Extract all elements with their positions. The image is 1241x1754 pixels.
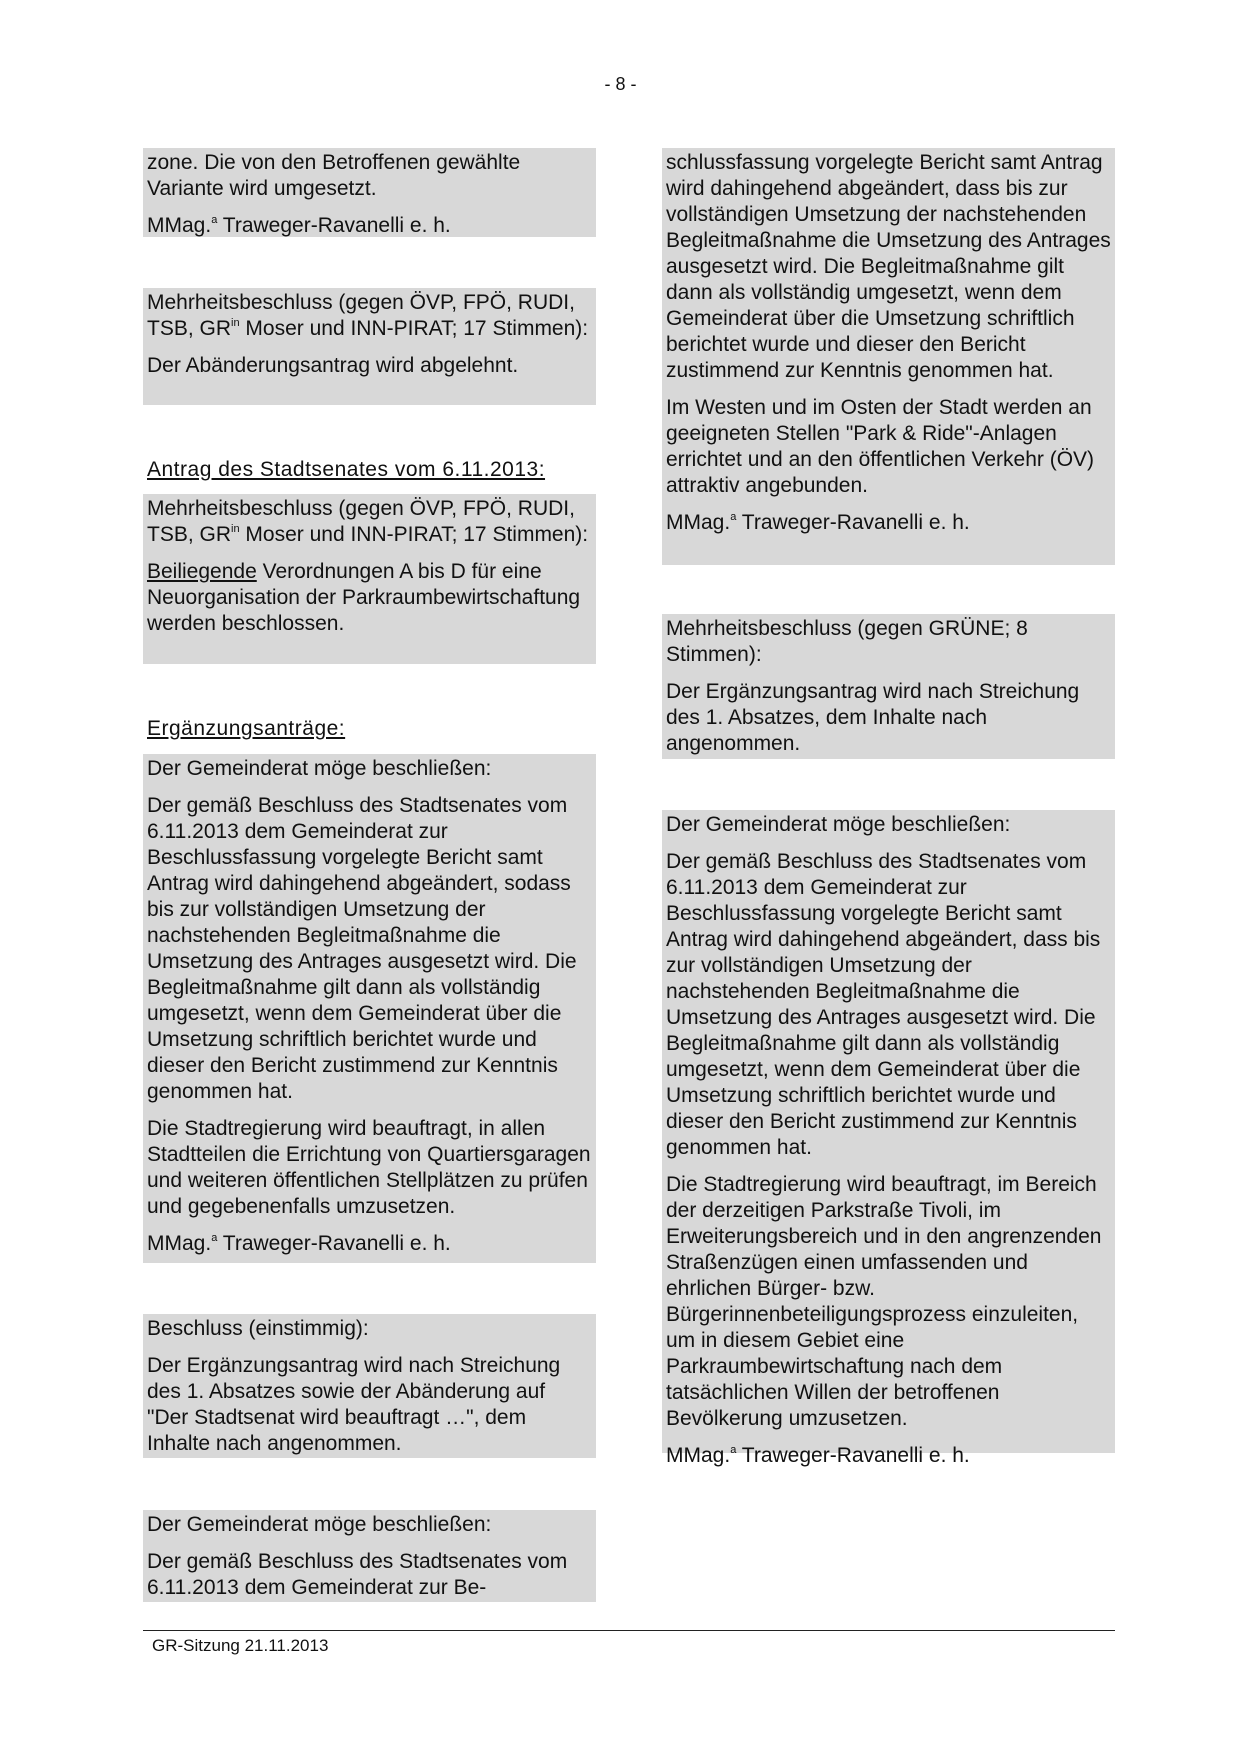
- footer-divider: [143, 1630, 1115, 1631]
- vote-result: Beschluss (einstimmig):: [147, 1317, 369, 1340]
- resolution-text: Der Ergänzungsantrag wird nach Streichung des 1. Absatzes sowie der Abänderung auf "Der Stadtsenat wird beauftragt …", dem Inhalte nach angenommen.: [147, 1354, 561, 1455]
- paragraph: Der gemäß Beschluss des Stadtsenates vom 6.11.2013 dem Gemeinderat zur Beschlussfassung vorgelegte Bericht samt Antrag wird dahingehend abgeändert, sodass bis zur vollständigen Umsetzung der nachstehenden Begleitmaßnahme die Umsetzung des Antrages ausgesetzt wird. Die Begleitmaßnahme gilt dann als vollständig umgesetzt, wenn dem Gemeinderat über die Umsetzung schriftlich berichtet wurde und dieser den Bericht zustimmend zur Kenntnis genommen hat.: [147, 794, 577, 1103]
- section-heading: Ergänzungsanträge:: [147, 717, 346, 740]
- page-number: - 8 -: [604, 74, 637, 94]
- signature: MMag.$^a$ Traweger-Ravanelli e. h.: [666, 511, 970, 534]
- vote-result: Mehrheitsbeschluss (gegen ÖVP, FPÖ, RUDI, TSB, $GR^{in}$ Moser und INN-PIRAT; 17 Stimmen):: [147, 497, 589, 546]
- paragraph: Im Westen und im Osten der Stadt werden an geeigneten Stellen "Park & Ride"-Anlagen errichtet und an den öffentlichen Verkehr (ÖV) attraktiv angebunden.: [666, 396, 1095, 497]
- resolution-box: [143, 494, 596, 664]
- motion-intro: Der Gemeinderat möge beschließen:: [147, 1513, 492, 1536]
- resolution-box: [143, 1314, 596, 1458]
- footer-text: GR-Sitzung 21.11.2013: [152, 1636, 329, 1655]
- motion-intro: Der Gemeinderat möge beschließen:: [147, 757, 492, 780]
- motion-intro: Der Gemeinderat möge beschließen:: [666, 813, 1011, 836]
- motion-box-cont: [662, 148, 1115, 565]
- resolution-box: [143, 288, 596, 405]
- motion-box: [143, 754, 596, 1263]
- resolution-text: Der Abänderungsantrag wird abgelehnt.: [147, 354, 519, 377]
- resolution-box: [662, 614, 1115, 759]
- motion-box: [662, 810, 1115, 1467]
- signature: MMag.$^a$ Traweger-Ravanelli e. h.: [147, 214, 451, 237]
- signature: MMag.$^a$ Traweger-Ravanelli e. h.: [147, 1232, 451, 1255]
- signature: MMag.$^a$ Traweger-Ravanelli e. h.: [666, 1444, 970, 1467]
- paragraph: Die Stadtregierung wird beauftragt, im Bereich der derzeitigen Parkstraße Tivoli, im Erweiterungsbereich und in den angrenzenden Straßenzügen einen umfassenden und ehrlichen Bürger- bzw. Bürgerinnenbeteiligungsprozess einzuleiten, um in diesem Gebiet eine Parkraumbewirtschaftung nach dem tatsächlichen Willen der betroffenen Bevölkerung umzusetzen.: [666, 1173, 1102, 1430]
- vote-result: Mehrheitsbeschluss (gegen GRÜNE; 8 Stimmen):: [666, 617, 1028, 666]
- paragraph: Die Stadtregierung wird beauftragt, in allen Stadtteilen die Errichtung von Quartiersgaragen und weiteren öffentlichen Stellplätzen zu prüfen und gegebenenfalls umzusetzen.: [147, 1117, 591, 1218]
- section-heading: Antrag des Stadtsenates vom 6.11.2013:: [147, 458, 546, 481]
- motion-box-end: [143, 148, 596, 237]
- paragraph: Der gemäß Beschluss des Stadtsenates vom 6.11.2013 dem Gemeinderat zur Beschlussfassung vorgelegte Bericht samt Antrag wird dahingehend abgeändert, dass bis zur vollständigen Umsetzung der nachstehenden Begleitmaßnahme die Umsetzung des Antrages ausgesetzt wird. Die Begleitmaßnahme gilt dann als vollständig umgesetzt, wenn dem Gemeinderat über die Umsetzung schriftlich berichtet wurde und dieser den Bericht zustimmend zur Kenntnis genommen hat.: [666, 850, 1101, 1159]
- paragraph: schlussfassung vorgelegte Bericht samt Antrag wird dahingehend abgeändert, dass bis zur vollständigen Umsetzung der nachstehenden Begleitmaßnahme die Umsetzung des Antrages ausgesetzt wird. Die Begleitmaßnahme gilt dann als vollständig umgesetzt, wenn dem Gemeinderat über die Umsetzung schriftlich berichtet wurde und dieser den Bericht zustimmend zur Kenntnis genommen hat.: [666, 151, 1111, 382]
- resolution-text: Beiliegende Verordnungen A bis D für eine Neuorganisation der Parkraumbewirtschaftung werden beschlossen.: [147, 560, 581, 635]
- resolution-text: Der Ergänzungsantrag wird nach Streichung des 1. Absatzes, dem Inhalte nach angenommen.: [666, 680, 1080, 755]
- motion-box: [143, 1510, 596, 1602]
- paragraph: Der gemäß Beschluss des Stadtsenates vom 6.11.2013 dem Gemeinderat zur Be-: [147, 1550, 568, 1599]
- paragraph: zone. Die von den Betroffenen gewählte Variante wird umgesetzt.: [147, 151, 521, 200]
- vote-result: Mehrheitsbeschluss (gegen ÖVP, FPÖ, RUDI, TSB, $GR^{in}$ Moser und INN-PIRAT; 17 Stimmen):: [147, 291, 589, 340]
